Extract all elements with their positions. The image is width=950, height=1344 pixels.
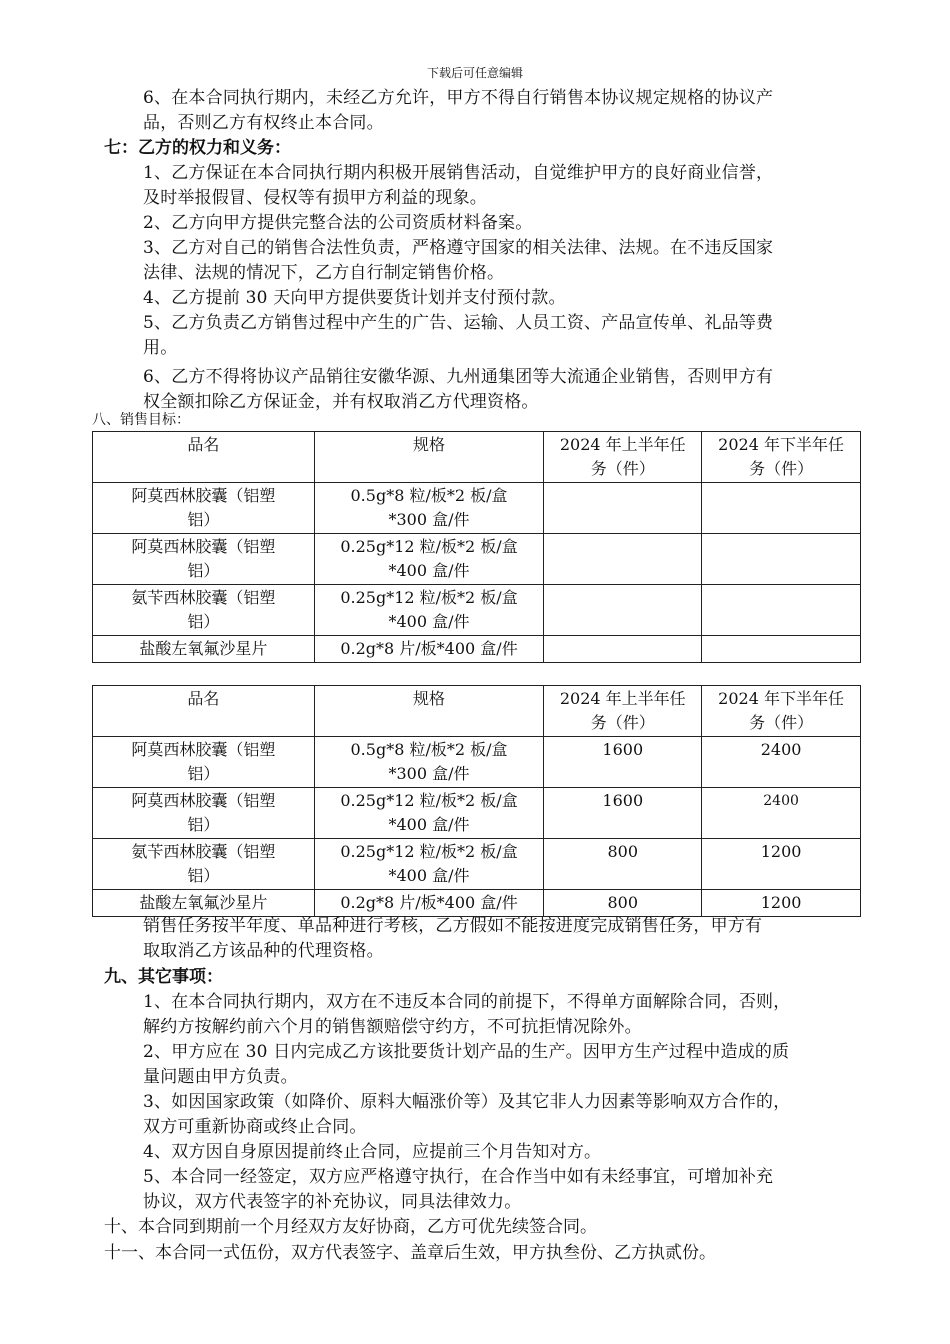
product-name-cell: 氨苄西林胶囊（铝塑 铝） xyxy=(93,585,315,636)
header-cell: 品名 xyxy=(93,686,315,737)
clause-line: 3、如因国家政策（如降价、原料大幅涨价等）及其它非人力因素等影响双方合作的， xyxy=(143,1092,791,1112)
spec-cell: 0.25g*12 粒/板*2 板/盒 *400 盒/件 xyxy=(314,788,544,839)
table-header-row xyxy=(93,432,861,483)
clause-line: 6、乙方不得将协议产品销往安徽华源、九州通集团等大流通企业销售，否则甲方有 xyxy=(143,367,774,387)
section-title: 七：乙方的权力和义务： xyxy=(104,138,291,158)
product-name-cell: 阿莫西林胶囊（铝塑 铝） xyxy=(93,737,315,788)
sales-target-table-blank xyxy=(92,431,861,663)
h2-target-cell: 2400 xyxy=(702,737,861,788)
section-title: 九、其它事项： xyxy=(104,967,223,987)
clause-line: 2、乙方向甲方提供完整合法的公司资质材料备案。 xyxy=(143,213,533,233)
clause-line: 5、乙方负责乙方销售过程中产生的广告、运输、人员工资、产品宣传单、礼品等费 xyxy=(143,313,774,333)
table-row xyxy=(93,890,861,917)
clause-line: 量问题由甲方负责。 xyxy=(143,1067,298,1087)
empty-cell xyxy=(702,585,861,636)
clause-line: 销售任务按半年度、单品种进行考核，乙方假如不能按进度完成销售任务，甲方有 xyxy=(143,916,763,936)
product-name-cell: 阿莫西林胶囊（铝塑 铝） xyxy=(93,483,315,534)
clause-line: 权全额扣除乙方保证金，并有权取消乙方代理资格。 xyxy=(143,392,539,412)
spec-cell: 0.5g*8 粒/板*2 板/盒 *300 盒/件 xyxy=(314,737,544,788)
empty-cell xyxy=(702,534,861,585)
header-cell: 2024 年上半年任 务（件） xyxy=(544,686,702,737)
page-header: 下载后可任意编辑 xyxy=(426,66,523,80)
clause-line: 及时举报假冒、侵权等有损甲方利益的现象。 xyxy=(143,188,487,208)
h2-target-cell: 1200 xyxy=(702,890,861,917)
section-text: 十、本合同到期前一个月经双方友好协商，乙方可优先续签合同。 xyxy=(104,1217,597,1237)
section-9 xyxy=(0,965,950,1215)
header-cell: 规格 xyxy=(314,686,544,737)
product-name-cell: 阿莫西林胶囊（铝塑 铝） xyxy=(93,534,315,585)
clause-6 xyxy=(0,86,950,136)
table-row xyxy=(93,636,861,663)
table-row xyxy=(93,737,861,788)
section-11 xyxy=(0,1241,950,1266)
table-row xyxy=(93,534,861,585)
table-row xyxy=(93,585,861,636)
empty-cell xyxy=(544,636,702,663)
table-header-row xyxy=(93,686,861,737)
h1-target-cell: 800 xyxy=(544,839,702,890)
section-8 xyxy=(0,410,950,430)
product-name-cell: 阿莫西林胶囊（铝塑 铝） xyxy=(93,788,315,839)
clause-line: 协议，双方代表签字的补充协议，同具法律效力。 xyxy=(143,1192,522,1212)
table-row xyxy=(93,788,861,839)
header-cell: 规格 xyxy=(314,432,544,483)
clause-line: 4、双方因自身原因提前终止合同，应提前三个月告知对方。 xyxy=(143,1142,602,1162)
product-name-cell: 盐酸左氧氟沙星片 xyxy=(93,636,315,663)
spec-cell: 0.25g*12 粒/板*2 板/盒 *400 盒/件 xyxy=(314,839,544,890)
h1-target-cell: 1600 xyxy=(544,788,702,839)
empty-cell xyxy=(544,585,702,636)
spec-cell: 0.2g*8 片/板*400 盒/件 xyxy=(314,636,544,663)
h1-target-cell: 1600 xyxy=(544,737,702,788)
clause-line: 6、在本合同执行期内，未经乙方允许，甲方不得自行销售本协议规定规格的协议产 xyxy=(143,88,774,108)
clause-line: 5、本合同一经签定，双方应严格遵守执行，在合作当中如有未经事宜，可增加补充 xyxy=(143,1167,774,1187)
section-text: 十一、本合同一式伍份，双方代表签字、盖章后生效，甲方执叁份、乙方执贰份。 xyxy=(104,1243,716,1263)
clause-line: 解约方按解约前六个月的销售额赔偿守约方，不可抗拒情况除外。 xyxy=(143,1017,642,1037)
spec-cell: 0.5g*8 粒/板*2 板/盒 *300 盒/件 xyxy=(314,483,544,534)
clause-line: 3、乙方对自己的销售合法性负责，严格遵守国家的相关法律、法规。在不违反国家 xyxy=(143,238,774,258)
header-cell: 品名 xyxy=(93,432,315,483)
table-row xyxy=(93,839,861,890)
clause-line: 法律、法规的情况下，乙方自行制定销售价格。 xyxy=(143,263,505,283)
header-cell: 2024 年上半年任 务（件） xyxy=(544,432,702,483)
clause-line: 1、乙方保证在本合同执行期内积极开展销售活动，自觉维护甲方的良好商业信誉， xyxy=(143,163,774,183)
header-cell: 2024 年下半年任 务（件） xyxy=(702,686,861,737)
header-cell: 2024 年下半年任 务（件） xyxy=(702,432,861,483)
empty-cell xyxy=(544,483,702,534)
spec-cell: 0.25g*12 粒/板*2 板/盒 *400 盒/件 xyxy=(314,534,544,585)
clause-line: 用。 xyxy=(143,338,178,358)
empty-cell xyxy=(702,483,861,534)
clause-line: 品，否则乙方有权终止本合同。 xyxy=(143,113,384,133)
h1-target-cell: 800 xyxy=(544,890,702,917)
clause-line: 4、乙方提前 30 天向甲方提供要货计划并支付预付款。 xyxy=(143,288,566,308)
empty-cell xyxy=(702,636,861,663)
section-title: 八、销售目标： xyxy=(92,412,190,428)
clause-line: 1、在本合同执行期内，双方在不违反本合同的前提下，不得单方面解除合同，否则， xyxy=(143,992,791,1012)
section-7 xyxy=(0,136,950,415)
clause-line: 2、甲方应在 30 日内完成乙方该批要货计划产品的生产。因甲方生产过程中造成的质 xyxy=(143,1042,790,1062)
clause-line: 取取消乙方该品种的代理资格。 xyxy=(143,941,384,961)
spec-cell: 0.2g*8 片/板*400 盒/件 xyxy=(314,890,544,917)
sales-target-table xyxy=(92,685,861,917)
product-name-cell: 盐酸左氧氟沙星片 xyxy=(93,890,315,917)
empty-cell xyxy=(544,534,702,585)
sales-target-note xyxy=(0,914,950,964)
table-row xyxy=(93,483,861,534)
section-10 xyxy=(0,1215,950,1240)
h2-target-cell: 1200 xyxy=(702,839,861,890)
clause-line: 双方可重新协商或终止合同。 xyxy=(143,1117,367,1137)
h2-target-cell: 2400 xyxy=(702,788,861,839)
spec-cell: 0.25g*12 粒/板*2 板/盒 *400 盒/件 xyxy=(314,585,544,636)
product-name-cell: 氨苄西林胶囊（铝塑 铝） xyxy=(93,839,315,890)
